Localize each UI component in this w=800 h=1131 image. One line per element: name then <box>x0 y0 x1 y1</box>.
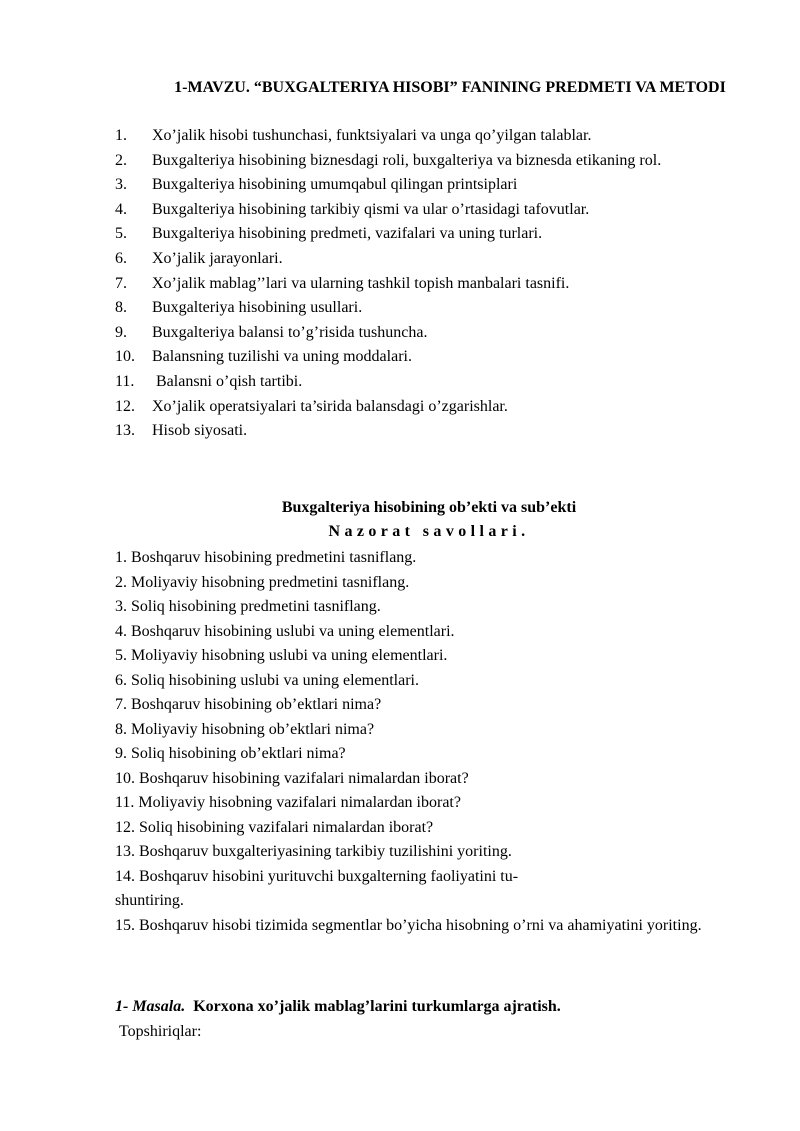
question-item: 14. Boshqaruv hisobini yurituvchi buxgalterning faoliyatini tu- <box>115 867 519 885</box>
topics-list <box>115 124 743 444</box>
list-item: 3. Buxgalteriya hisobining umumqabul qilingan printsiplari <box>115 176 518 194</box>
list-item: 1. Xo’jalik hisobi tushunchasi, funktsiyalari va unga qo’yilgan talablar. <box>115 127 592 144</box>
question-item: 1. Boshqaruv hisobining predmetini tasniflang. <box>115 549 417 566</box>
question-item: 13. Boshqaruv buxgalteriyasining tarkibiy tuzilishini yoriting. <box>115 843 512 860</box>
questions-list <box>115 546 743 938</box>
list-item: 5. Buxgalteriya hisobining predmeti, vazifalari va uning turlari. <box>115 225 543 243</box>
question-item: 7. Boshqaruv hisobining ob’ektlari nima? <box>115 696 382 713</box>
questions-heading: Nazorat savollari. <box>328 523 530 540</box>
question-item: 12. Soliq hisobining vazifalari nimalardan iborat? <box>115 818 434 836</box>
list-item: 2. Buxgalteriya hisobining biznesdagi roli, buxgalteriya va biznesda etikaning rol. <box>115 151 662 169</box>
list-item: 11. Balansni o’qish tartibi. <box>115 372 303 390</box>
list-item: 13. Hisob siyosati. <box>115 422 248 440</box>
question-item: 11. Moliyaviy hisobning vazifalari nimalardan iborat? <box>115 794 461 811</box>
list-item: 10. Balansning tuzilishi va uning moddalari. <box>115 348 412 366</box>
task-label: 1- Masala. <box>115 998 186 1015</box>
list-item: 6. Xo’jalik jarayonlari. <box>115 249 283 267</box>
page-title: 1-MAVZU. “BUXGALTERIYA HISOBI” FANINING PREDMETI VA METODI <box>174 79 726 96</box>
list-item: 4. Buxgalteriya hisobining tarkibiy qismi va ular o’rtasidagi tafovutlar. <box>115 200 590 218</box>
question-item: shuntiring. <box>115 892 184 909</box>
list-item: 12. Xo’jalik operatsiyalari ta’sirida balansdagi o’zgarishlar. <box>115 397 508 415</box>
question-item: 2. Moliyaviy hisobning predmetini tasniflang. <box>115 573 410 591</box>
section-heading: Buxgalteriya hisobining ob’ekti va sub’ekti <box>281 499 577 516</box>
list-item: 9. Buxgalteriya balansi to’g’risida tushuncha. <box>115 323 428 341</box>
task-heading <box>115 995 743 1019</box>
question-item: 9. Soliq hisobining ob’ektlari nima? <box>115 745 346 762</box>
task-title: Korxona xo’jalik mablag’larini turkumlarga ajratish. <box>193 998 561 1015</box>
question-item: 10. Boshqaruv hisobining vazifalari nimalardan iborat? <box>115 769 469 787</box>
question-item: 15. Boshqaruv hisobi tizimida segmentlar bo’yicha hisobning o’rni va ahamiyatini yoriting. <box>115 916 702 934</box>
tasks-label: Topshiriqlar: <box>119 1023 202 1040</box>
question-item: 3. Soliq hisobining predmetini tasniflang. <box>115 598 381 615</box>
question-item: 5. Moliyaviy hisobning uslubi va uning elementlari. <box>115 647 448 664</box>
list-item: 8. Buxgalteriya hisobining usullari. <box>115 299 363 317</box>
question-item: 4. Boshqaruv hisobining uslubi va uning elementlari. <box>115 622 455 640</box>
question-item: 6. Soliq hisobining uslubi va uning elementlari. <box>115 671 419 689</box>
question-item: 8. Moliyaviy hisobning ob’ektlari nima? <box>115 720 375 738</box>
list-item: 7. Xo’jalik mablag’’lari va ularning tashkil topish manbalari tasnifi. <box>115 274 570 292</box>
